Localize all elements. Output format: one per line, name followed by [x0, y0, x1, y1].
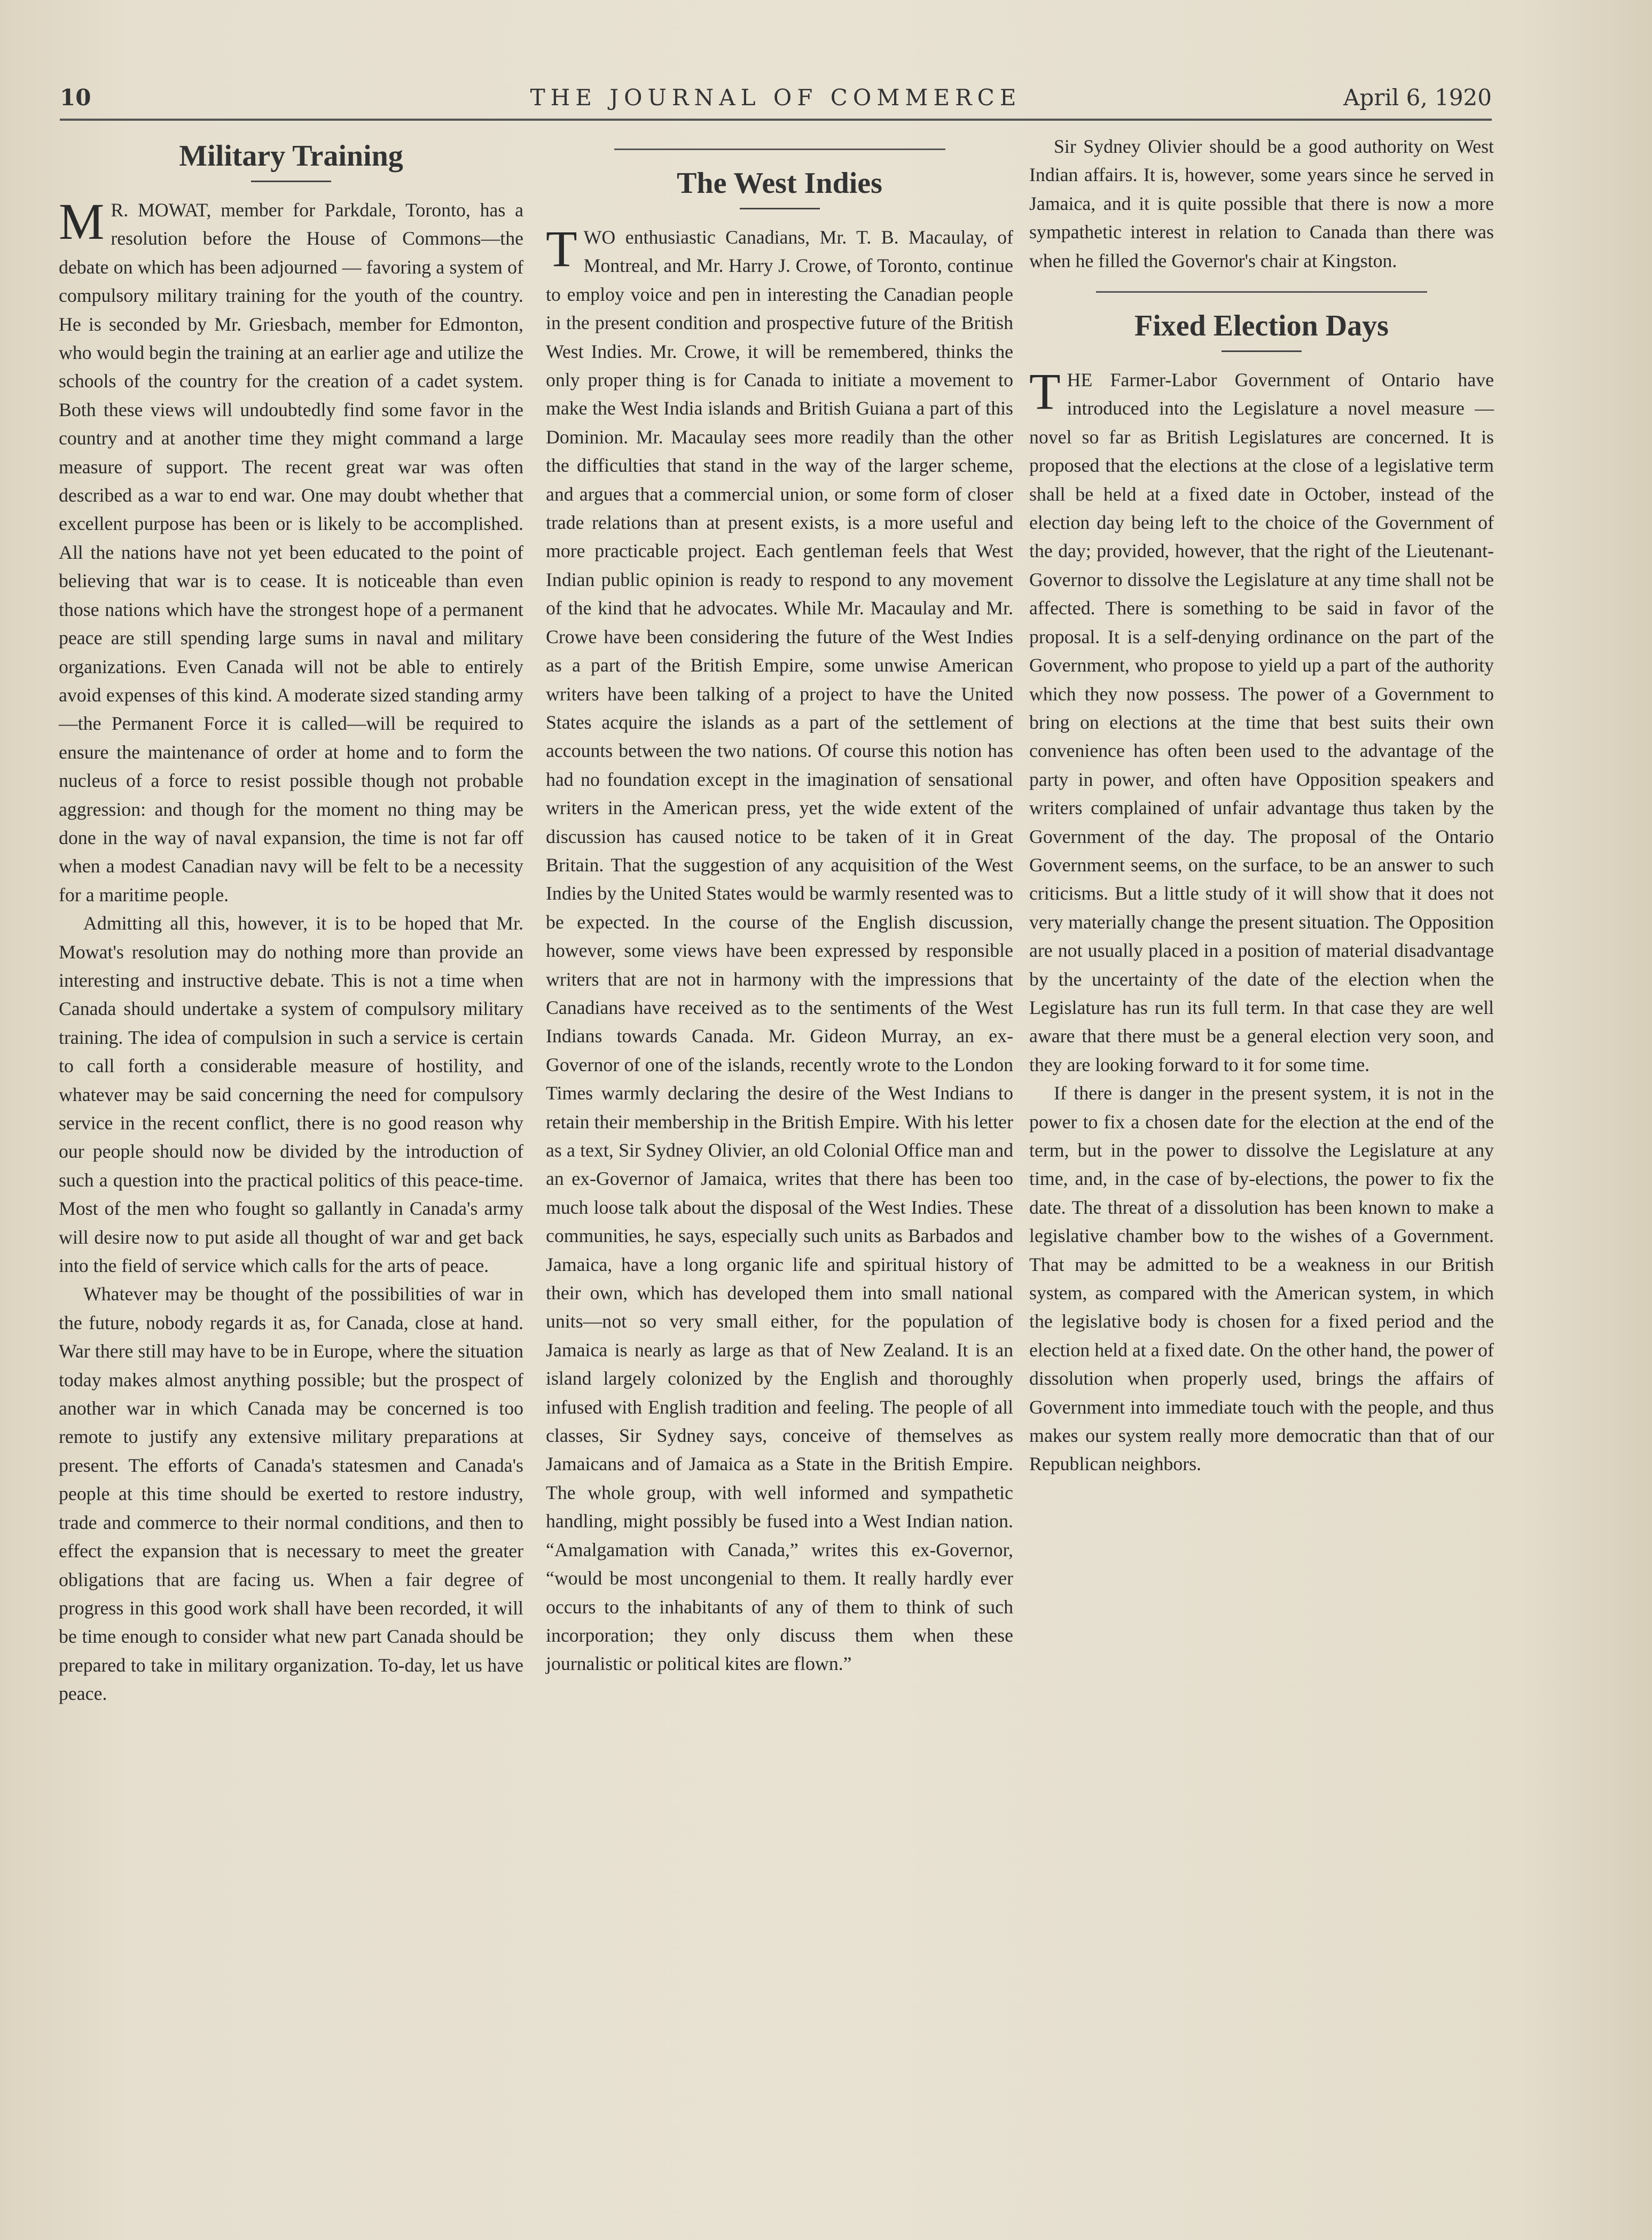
title-rule: [740, 208, 820, 209]
article-separator: [1096, 291, 1427, 293]
column-3-flow: [1029, 132, 1494, 1479]
column-2-flow: [546, 149, 1013, 1679]
paragraph-text: Whatever may be thought of the possibilities of war in the future, nobody regards it as, for Canada, close at hand. War there still may have to be in Europe, where the situation today makes almost anything possible; but the prospect of another war in which Canada may be concerned is too remote to justify any extensive military preparations at present. The efforts of Canada's statesmen and Canada's people at this time should be exerted to restore industry, trade and commerce to their normal conditions, and then to effect the expansion that is necessary to meet the greater obligations that are facing us. When a fair degree of progress in this good work shall have been recorded, it will be time enough to consider what new part Canada should be prepared to take in military organization. To-day, let us have peace.: [59, 1283, 523, 1705]
article-paragraph: Sir Sydney Olivier should be a good authority on West Indian affairs. It is, however, some years since he served in Jamaica, and it is quite possible that there is now a more sympathetic interest in relation to Canada than there was when he filled the Governor's chair at Kingston.: [1029, 136, 1494, 271]
drop-cap: T: [1029, 363, 1061, 420]
issue-date: April 6, 1920: [1343, 84, 1492, 111]
paragraph-text: HE Farmer-Labor Government of Ontario have introduced into the Legislature a novel measure — novel so far as British Legislatures are concerned. It is proposed that the elections at the close of a legislative term shall be held at a fixed date in October, instead of the election day being left to the choice of the Government of the day; provided, however, that the right of the Lieutenant-Governor to dissolve the Legislature at any time shall not be affected. There is something to be said in favor of the proposal. It is a self-denying ordinance on the part of the Government, who propose to yield up a part of the authority which they now possess. The power of a Government to bring on elections at the time that best suits their own convenience has often been used to the advantage of the party in power, and often have Opposition speakers and writers complained of unfair advantage thus taken by the Government of the day. The proposal of the Ontario Government seems, on the surface, to be an answer to such criticisms. But a little study of it will show that it does not very materially change the present situation. The Opposition are not usually placed in a position of material disadvantage by the uncertainty of the date of the election when the Legislature has run its full term. In that case they are well aware that there must be a general election very soon, and they are looking forward to it for some time.: [1029, 369, 1494, 1075]
drop-cap: M: [59, 193, 105, 250]
page-header: [60, 84, 1492, 116]
article-paragraph: [1029, 363, 1494, 1079]
drop-cap: T: [546, 220, 577, 277]
article-title-fixed-election-days: Fixed Election Days: [1134, 309, 1389, 343]
header-rule: [60, 119, 1492, 121]
article-paragraph: [59, 193, 523, 909]
paragraph-text: R. MOWAT, member for Parkdale, Toronto, has a resolution before the House of Commons—the debate on which has been adjourned — favoring a system of compulsory military training for the youth of the country. He is seconded by Mr. Griesbach, member for Edmonton, who would begin the training at an earlier age and utilize the schools of the country for the creation of a cadet system. Both these views will undoubtedly find some favor in the country and at another time they might command a large measure of support. The recent great war was often described as a war to end war. One may doubt whether that excellent purpose has been or is likely to be accomplished. All the nations have not yet been educated to the point of believing that war is to cease. It is noticeable than even those nations which have the strongest hope of a permanent peace are still spending large sums in naval and military organizations. Even Canada will not be able to entirely avoid expenses of this kind. A moderate sized standing army—the Permanent Force it is called—will be required to ensure the maintenance of order at home and to form the nucleus of a force to resist possible though not probable aggression: and though for the moment no thing may be done in the way of naval expansion, the time is not far off when a modest Canadian navy will be felt to be a necessity for a maritime people.: [59, 199, 523, 906]
paragraph-text: WO enthusiastic Canadians, Mr. T. B. Macaulay, of Montreal, and Mr. Harry J. Crowe, of Toronto, continue to employ voice and pen in interesting the Canadian people in the present condition and prospective future of the British West Indies. Mr. Crowe, it will be remembered, thinks the only proper thing is for Canada to initiate a movement to make the West India islands and British Guiana a part of this Dominion. Mr. Macaulay sees more readily than the other the difficulties that stand in the way of the larger scheme, and argues that a commercial union, or some form of closer trade relations than at present exists, is a more useful and more practicable project. Each gentleman feels that West Indian public opinion is ready to respond to any movement of the kind that he advocates. While Mr. Macaulay and Mr. Crowe have been considering the future of the West Indies as a part of the British Empire, some unwise American writers have been talking of a project to have the United States acquire the islands as a part of the settlement of accounts between the two nations. Of course this notion has had no foundation except in the imagination of sensational writers in the American press, yet the wide extent of the discussion has caused notice to be taken of it in Great Britain. That the suggestion of any acquisition of the West Indies by the United States would be warmly resented was to be expected. In the course of the English discussion, however, some views have been expressed by responsible writers that are not in harmony with the impressions that Canadians have received as to the sentiments of the West Indians towards Canada. Mr. Gideon Murray, an ex-Governor of one of the islands, recently wrote to the London Times warmly declaring the desire of the West Indians to retain their membership in the British Empire. With his letter as a text, Sir Sydney Olivier, an old Colonial Office man and an ex-Governor of Jamaica, writes that there has been too much loose talk about the disposal of the West Indies. These communities, he says, especially such units as Barbados and Jamaica, have a long organic life and spiritual history of their own, which has developed them into small national units—not so very small either, for the population of Jamaica is nearly as large as that of New Zealand. It is an island largely colonized by the English and thoroughly infused with English tradition and feeling. The people of all classes, Sir Sydney says, conceive of themselves as Jamaicans and of Jamaica as a State in the British Empire. The whole group, with well informed and sympathetic handling, might possibly be fused into a West Indian nation. “Amalgamation with Canada,” writes this ex-Governor, “would be most uncongenial to them. It really hardly ever occurs to the inhabitants of any of them to think of such incorporation; they only discuss them when these journalistic or political kites are flown.”: [546, 227, 1013, 1675]
article-title-west-indies: The West Indies: [677, 167, 882, 200]
column-1: [59, 132, 523, 1708]
article-paragraph-continued: [59, 1280, 523, 1708]
page-number: 10: [60, 84, 91, 111]
column-3: [1029, 132, 1494, 1479]
article-paragraph: Admitting all this, however, it is to be hoped that Mr. Mowat's resolution may do nothing more than provide an interesting and instructive debate. This is not a time when Canada should undertake a system of compulsory military training. The idea of compulsion in such a service is certain to call forth a considerable measure of hostility, and whatever may be said concerning the need for compulsory service in the recent conflict, there is no good reason why our people should now be divided by the introduction of such a question into the practical politics of this peace-time. Most of the men who fought so gallantly in Canada's army will desire now to put aside all thought of war and get back into the field of service which calls for the arts of peace.: [59, 912, 523, 1277]
article-separator: [614, 149, 945, 150]
title-rule: [1222, 350, 1302, 352]
article-paragraph: [546, 220, 1013, 1679]
journal-title: THE JOURNAL OF COMMERCE: [530, 84, 1022, 111]
title-rule: [251, 181, 331, 182]
article-title-military-training: Military Training: [179, 139, 403, 173]
article-paragraph: If there is danger in the present system, it is not in the power to fix a chosen date for the election at the end of the term, but in the power to dissolve the Legislature at any time, and, in the case of by-elections, the power to fix the date. The threat of a dissolution has been known to make a legislative chamber bow to the wishes of a Government. That may be admitted to be a weakness in our British system, as compared with the American system, in which the legislative body is chosen for a fixed period and the election held at a fixed date. On the other hand, the power of dissolution when properly used, brings the affairs of Government into immediate touch with the people, and thus makes our system really more democratic than that of our Republican neighbors.: [1029, 1082, 1494, 1475]
column-2: [546, 132, 1013, 1679]
